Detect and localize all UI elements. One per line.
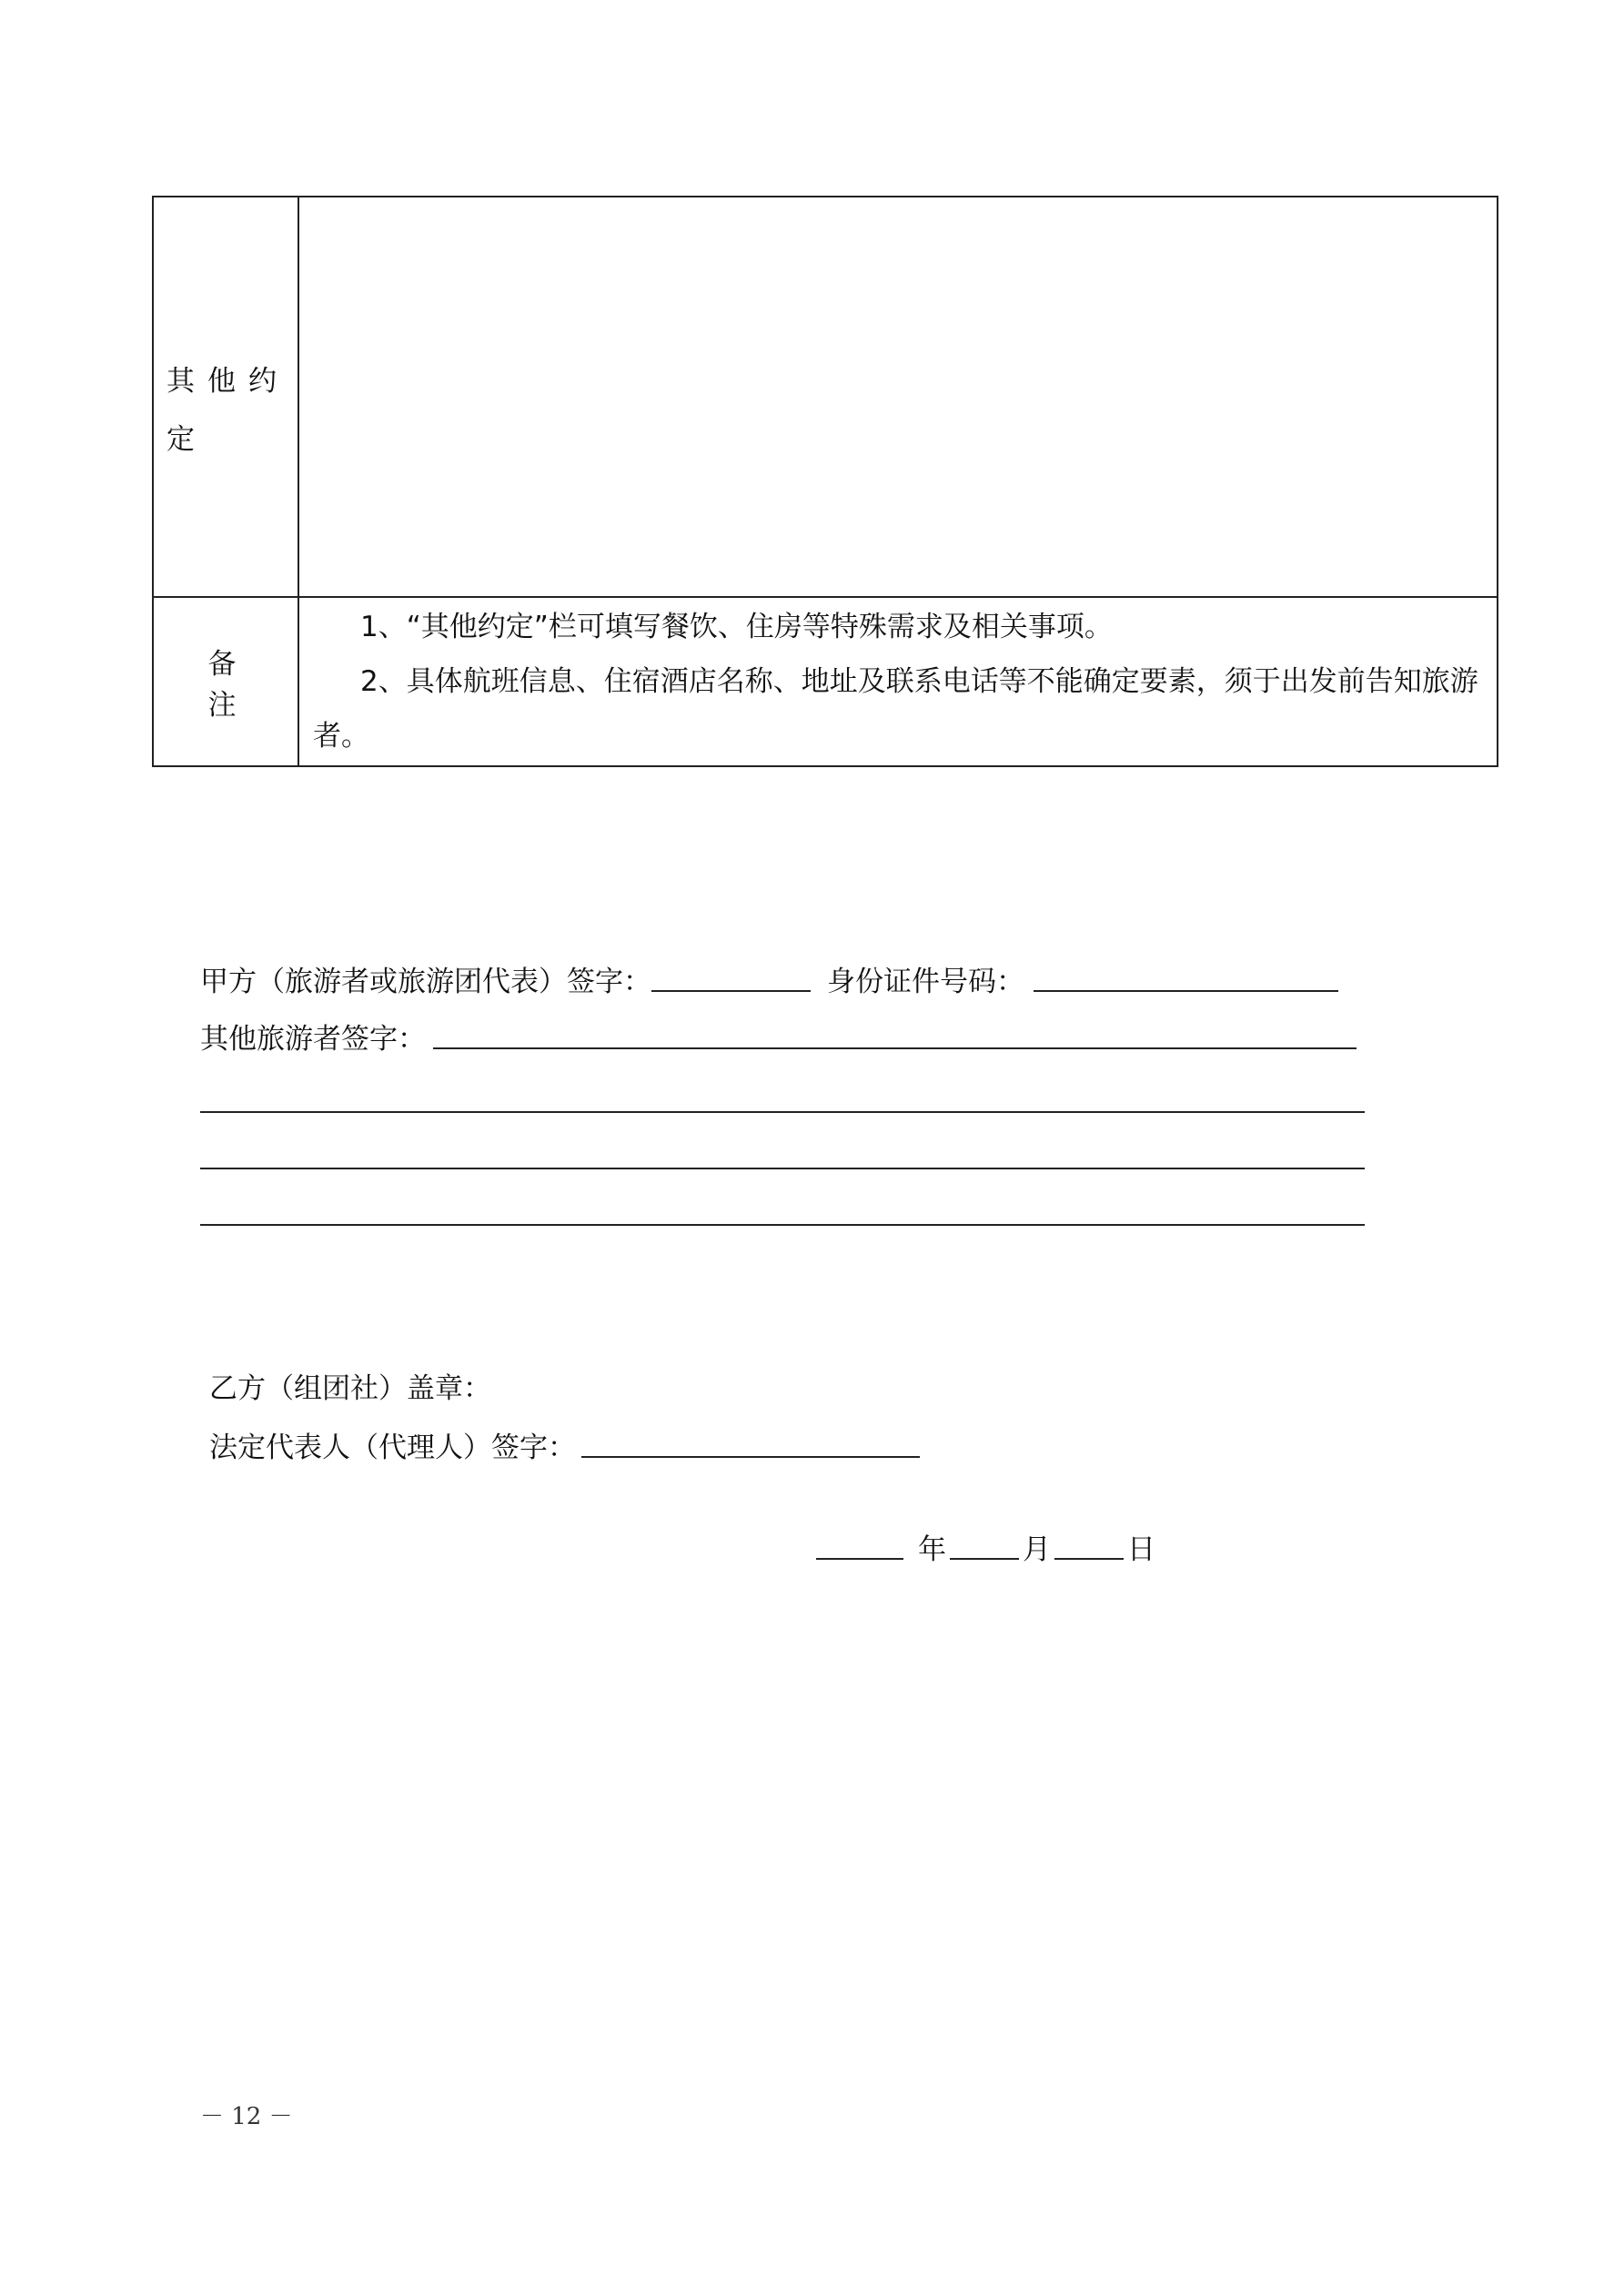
remarks-label-cell xyxy=(153,597,298,766)
page-number: － 12 － xyxy=(200,2103,293,2130)
other-travelers-line-4[interactable] xyxy=(200,1224,1365,1226)
remarks-text xyxy=(299,600,1497,764)
legal-rep-label: 法定代表人（代理人）签字： xyxy=(209,1431,576,1464)
other-travelers-row xyxy=(200,999,1365,1057)
signing-date xyxy=(812,1512,1155,1567)
party-b-seal-row xyxy=(209,1347,920,1406)
party-a-sign-label: 甲方（旅游者或旅游团代表）签字： xyxy=(200,966,651,998)
other-travelers-line-3[interactable] xyxy=(200,1168,1365,1169)
remark-item-2: 2、具体航班信息、住宿酒店名称、地址及联系电话等不能确定要素，须于出发前告知旅游者。 xyxy=(313,665,1478,753)
day-field[interactable] xyxy=(1054,1558,1124,1560)
remarks-label: 备注 xyxy=(207,648,280,722)
year-label: 年 xyxy=(918,1533,946,1566)
party-a-sign-row xyxy=(200,942,1365,999)
legal-rep-sign-field[interactable] xyxy=(581,1456,920,1458)
other-travelers-sign-field[interactable] xyxy=(433,1047,1357,1049)
id-number-field[interactable] xyxy=(1034,990,1338,992)
contract-table xyxy=(152,196,1498,767)
other-travelers-label: 其他旅游者签字： xyxy=(200,1023,426,1056)
remarks-content-cell xyxy=(298,597,1498,766)
other-agreements-label-cell xyxy=(153,197,298,597)
other-travelers-line-2[interactable] xyxy=(200,1111,1365,1113)
party-b-signature-block xyxy=(209,1347,920,1465)
legal-rep-row xyxy=(209,1406,920,1465)
year-field[interactable] xyxy=(816,1558,903,1560)
other-agreements-label: 其他约 定 xyxy=(166,365,289,456)
party-a-signature-block xyxy=(200,942,1365,1226)
party-a-sign-field[interactable] xyxy=(651,990,811,992)
month-field[interactable] xyxy=(950,1558,1019,1560)
day-label: 日 xyxy=(1127,1533,1155,1566)
other-agreements-row xyxy=(153,197,1498,597)
id-number-label: 身份证件号码： xyxy=(827,966,1024,998)
party-b-seal-label: 乙方（组团社）盖章： xyxy=(209,1372,491,1405)
other-agreements-content-cell[interactable] xyxy=(298,197,1498,597)
month-label: 月 xyxy=(1023,1533,1051,1566)
remark-item-1: 1、“其他约定”栏可填写餐饮、住房等特殊需求及相关事项。 xyxy=(360,611,1113,643)
remarks-row xyxy=(153,597,1498,766)
